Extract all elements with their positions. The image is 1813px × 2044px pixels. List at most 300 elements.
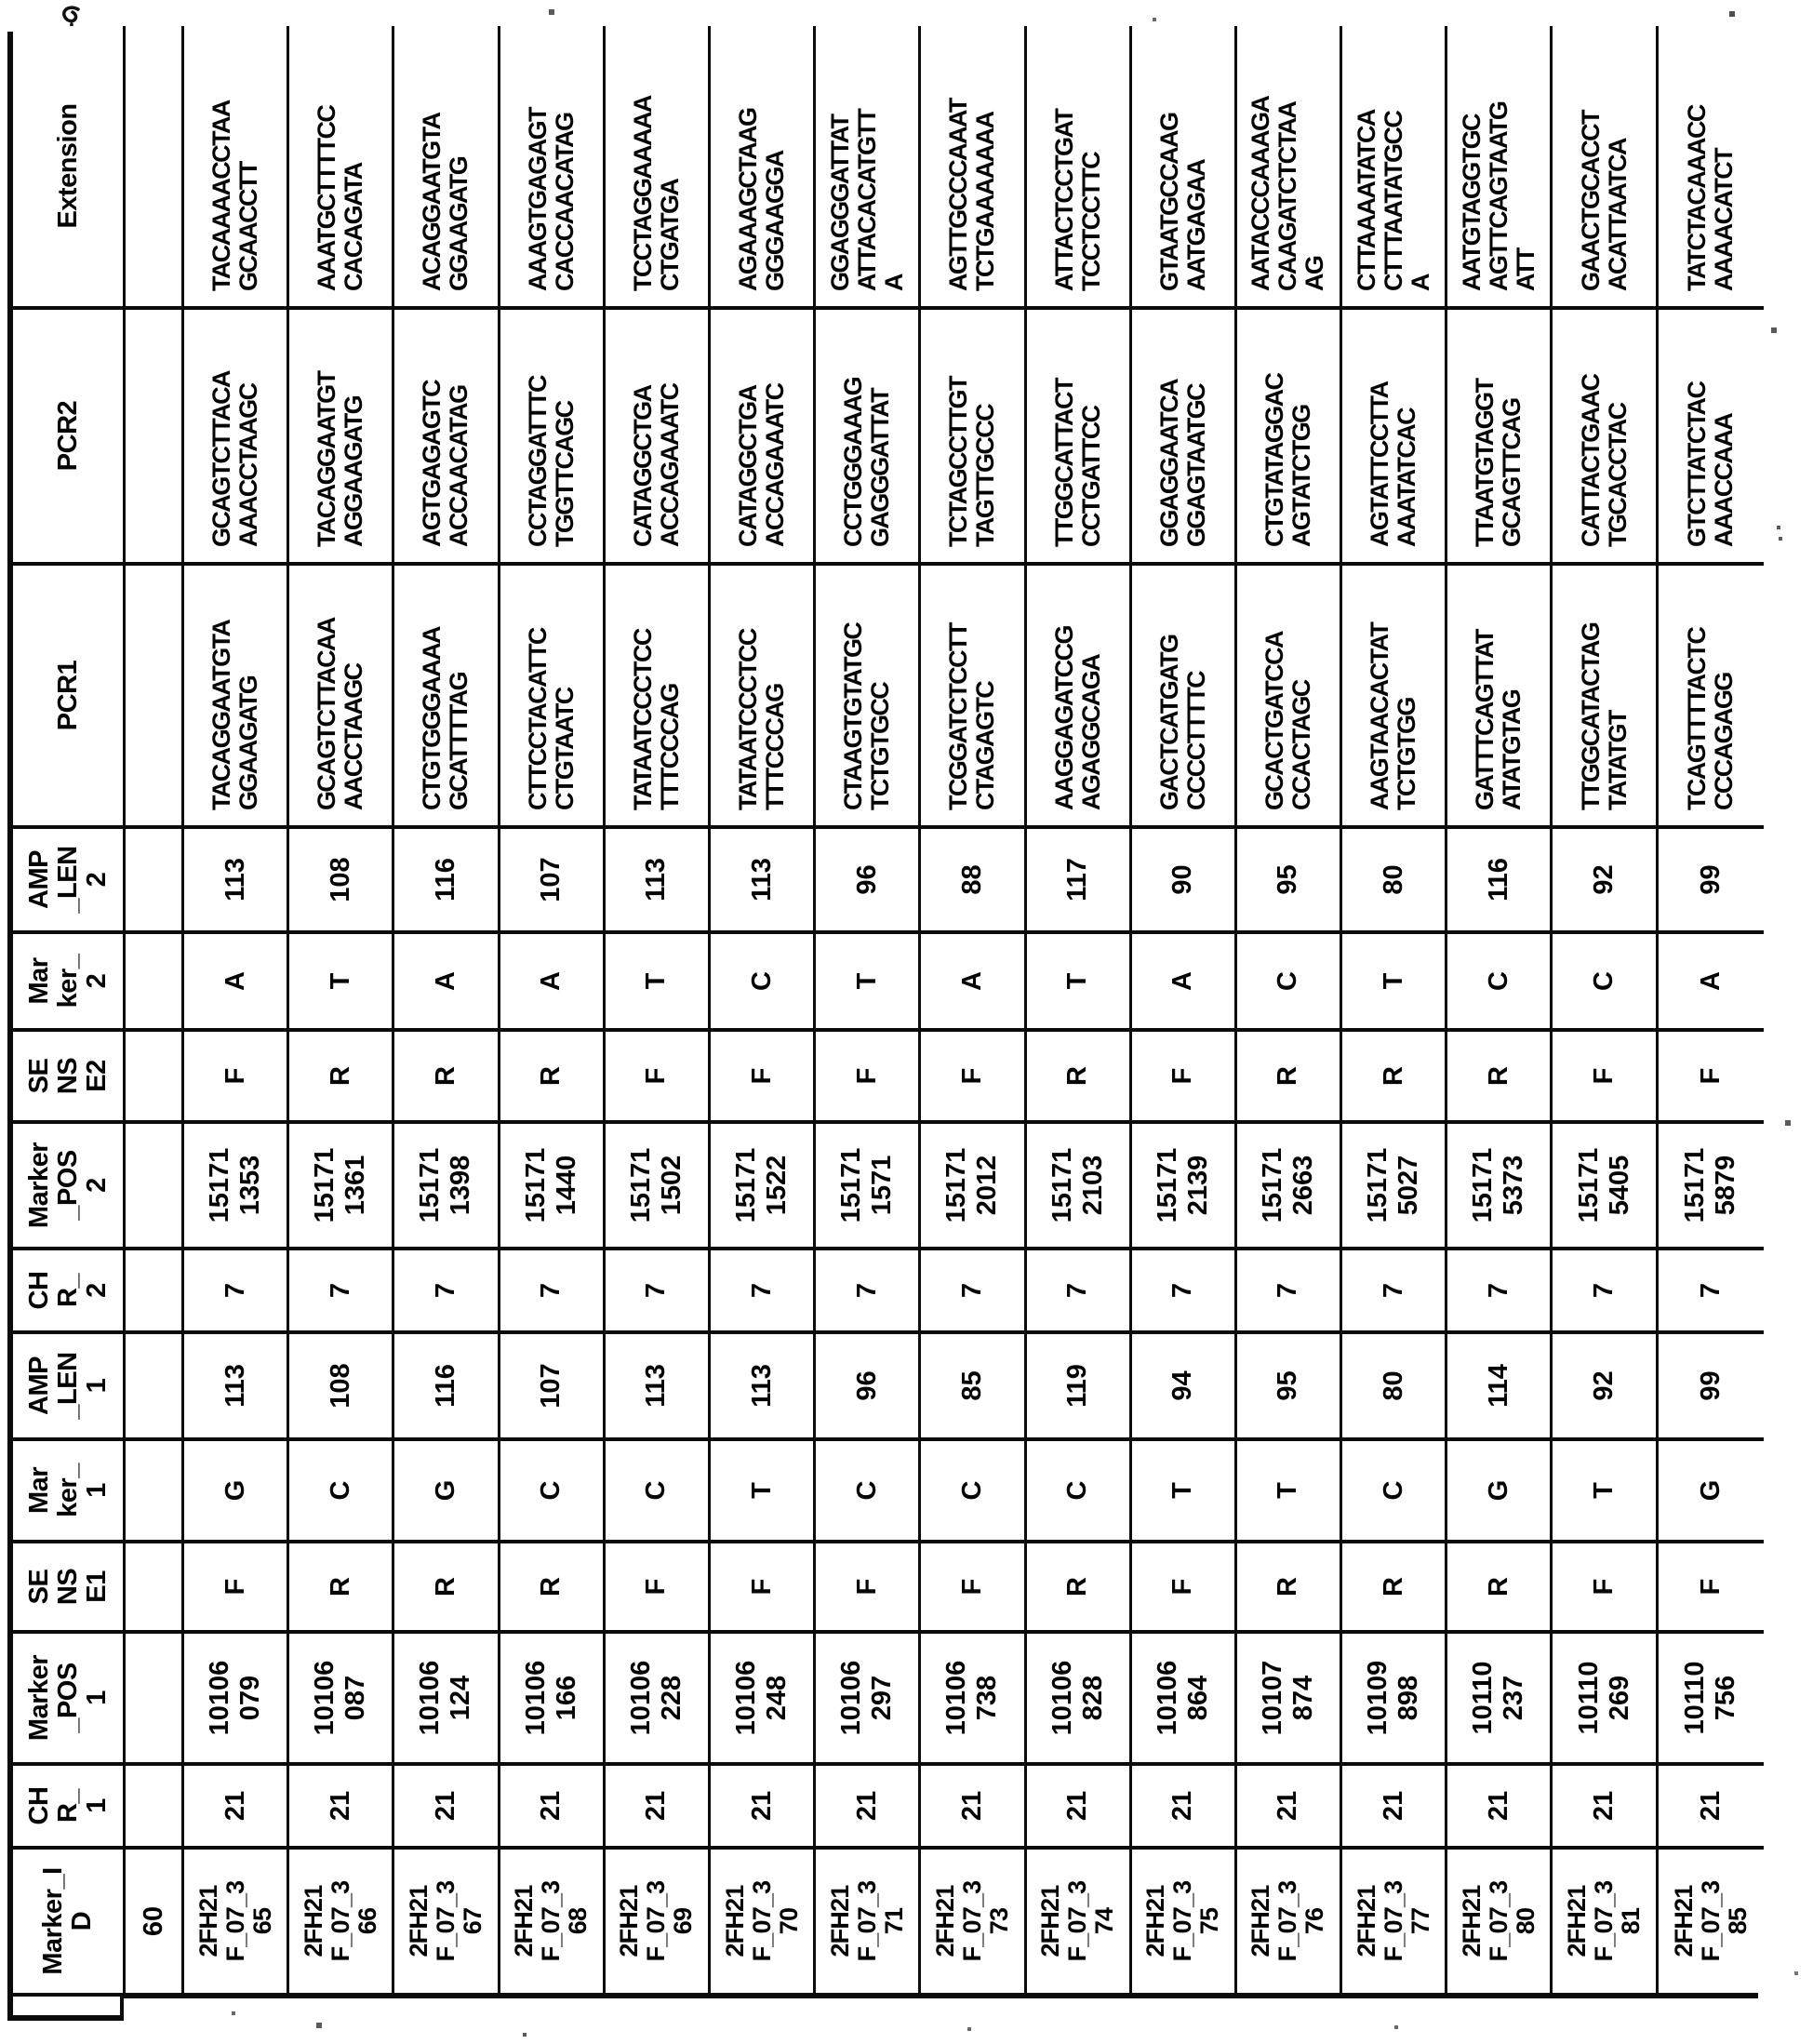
cell-pcr2 [816,306,921,562]
cell-amp_len_1 [816,1330,921,1437]
spacer-cell-chr_2 [126,1247,184,1330]
cell-marker_id [394,1846,500,1993]
cell-marker_pos_1 [1027,1630,1132,1762]
cell-marker_2-line: A [1167,971,1198,991]
cell-pcr1-line: TTTCCCAG [655,684,684,810]
cell-sense_1-line: R [325,1577,355,1596]
header-cell-sense_2 [13,1028,126,1120]
cell-sense_2 [1027,1028,1132,1120]
cell-pcr2 [606,306,711,562]
cell-extension-line: ATTACTCCTGAT [1049,109,1078,291]
cell-chr_2-line: 7 [430,1282,460,1299]
cell-marker_pos_1-line: 10106 [310,1660,340,1736]
cell-marker_1 [816,1437,921,1540]
spacer-cell-marker_pos_1 [126,1630,184,1762]
cell-amp_len_2-line: 116 [1483,858,1513,902]
cell-pcr1-line: CCCAGAGG [1710,673,1739,810]
cell-pcr1-line: CTGTAATC [550,688,579,810]
cell-marker_id-line: F_07_3 [747,1880,776,1962]
cell-sense_2-line: R [430,1066,460,1086]
cell-extension-line: TCCTAGGAAAAA [628,96,657,291]
cell-pcr2-line: TTGGCATTACT [1049,379,1078,547]
cell-sense_1-line: F [956,1578,987,1596]
cell-marker_pos_1-line: 864 [1182,1675,1213,1721]
cell-amp_len_1-line: 99 [1695,1370,1726,1401]
cell-amp_len_2-line: 90 [1167,864,1198,895]
cell-extension-line: AGTTCAGTAATG [1484,101,1513,291]
cell-chr_1 [1659,1762,1764,1846]
cell-pcr1-line: GGAAGATG [234,675,263,810]
cell-marker_1-line: G [1695,1479,1726,1502]
cell-chr_2 [1553,1247,1658,1330]
cell-marker_pos_1-line: 10106 [1152,1660,1182,1736]
header-cell-amp_len_2-line: 2 [81,872,112,888]
cell-marker_pos_1 [1342,1630,1447,1762]
header-cell-extension-line: Extension [52,103,83,229]
cell-pcr2-line: AGTATCTGG [1286,405,1315,547]
cell-marker_1-line: G [220,1479,250,1502]
cell-chr_1 [816,1762,921,1846]
cell-chr_1 [606,1762,711,1846]
cell-amp_len_2-line: 80 [1378,864,1408,895]
cell-amp_len_1-line: 92 [1589,1370,1620,1401]
cell-pcr2-line: AGTATTCCTTA [1366,381,1394,547]
cell-marker_1 [1237,1437,1342,1540]
cell-marker_pos_1-line: 228 [656,1675,687,1721]
cell-sense_2 [1342,1028,1447,1120]
cell-chr_1-line: 21 [1062,1790,1093,1822]
cell-marker_1 [606,1437,711,1540]
cell-marker_id-line: 2FH21 [1141,1885,1170,1957]
cell-extension [500,26,606,306]
cell-pcr1 [1659,562,1764,825]
cell-marker_pos_1 [1553,1630,1658,1762]
cell-pcr1-line: GCACTGATCCA [1260,632,1288,810]
cell-marker_pos_1-line: 756 [1711,1675,1741,1721]
cell-chr_1 [394,1762,500,1846]
cell-marker_1-line: C [1378,1480,1408,1501]
cell-sense_2-line: F [1695,1067,1726,1085]
cell-amp_len_2-line: 96 [851,864,882,895]
cell-marker_pos_1-line: 738 [972,1675,1003,1721]
cell-marker_2-line: A [956,971,987,991]
cell-extension-line: CTGATGA [655,179,684,291]
cell-sense_1 [1027,1540,1132,1630]
cell-marker_2-line: T [1062,972,1093,990]
corner-cell-line: 60 [138,1905,168,1937]
cell-marker_pos_2-line: 15171 [941,1147,972,1223]
cell-marker_id-line: F_07_3 [326,1880,354,1962]
cell-sense_1-line: R [536,1577,567,1596]
cell-chr_1-line: 21 [325,1790,355,1822]
cell-pcr1-line: GATTTCAGTTAT [1471,630,1500,810]
scan-speckles [0,0,2,2]
cell-marker_id-line: F_07_3 [431,1880,460,1962]
cell-marker_id-line: 2FH21 [1669,1885,1698,1957]
spacer-cell-amp_len_1 [126,1330,184,1437]
header-cell-marker_id [13,1846,126,1993]
spacer-cell-pcr1 [126,562,184,825]
cell-sense_1-line: F [1695,1578,1726,1596]
header-cell-marker_1-line: Mar [23,1466,54,1515]
cell-sense_2 [1237,1028,1342,1120]
cell-sense_1 [1553,1540,1658,1630]
cell-chr_1-line: 21 [956,1790,987,1822]
cell-chr_2-line: 7 [1589,1282,1620,1299]
cell-marker_1-line: T [1589,1482,1620,1499]
cell-marker_2 [606,930,711,1028]
cell-extension-line: CAAGATCTCTAA [1273,101,1302,291]
cell-amp_len_2 [816,825,921,930]
cell-marker_id-line: F_07_3 [220,1880,249,1962]
cell-extension-line: A [1406,274,1434,291]
cell-marker_pos_1 [1447,1630,1553,1762]
cell-pcr2 [921,306,1026,562]
cell-marker_pos_2-line: 5373 [1499,1155,1529,1216]
cell-marker_1-line: C [641,1480,672,1501]
cell-extension-line: A [879,274,908,291]
cell-extension-line: ATT [1511,248,1540,291]
cell-pcr2 [1659,306,1764,562]
cell-marker_id-line: 65 [247,1907,276,1935]
cell-marker_pos_2-line: 1502 [656,1155,687,1216]
cell-marker_1 [394,1437,500,1540]
cell-pcr2 [500,306,606,562]
cell-chr_2-line: 7 [1695,1282,1726,1299]
cell-amp_len_2 [1659,825,1764,930]
cell-marker_pos_2-line: 1353 [235,1155,266,1216]
cell-extension-line: ACATTAATCA [1603,139,1632,291]
cell-chr_1-line: 21 [536,1790,567,1822]
header-cell-marker_1-line: ker_ [52,1463,83,1517]
cell-amp_len_2 [1447,825,1553,930]
cell-marker_pos_1-line: 828 [1077,1675,1108,1721]
cell-marker_1 [1132,1437,1237,1540]
header-cell-marker_id-line: D [67,1911,97,1931]
cell-sense_1-line: R [1483,1577,1513,1596]
cell-pcr1-line: TCGGATCTCCTT [944,623,973,810]
cell-pcr2-line: GCAGTTCAG [1498,398,1526,547]
cell-marker_pos_1-line: 079 [235,1675,266,1721]
cell-marker_pos_2 [394,1120,500,1247]
cell-sense_1 [1659,1540,1764,1630]
cell-sense_1-line: R [430,1577,460,1596]
cell-amp_len_1 [1027,1330,1132,1437]
cell-extension-line: GCAACCTT [234,162,263,291]
cell-sense_1 [1342,1540,1447,1630]
cell-marker_pos_2-line: 1522 [762,1155,793,1216]
cell-marker_1-line: T [746,1482,777,1499]
cell-marker_id-line: 77 [1406,1907,1434,1935]
cell-marker_2-line: A [220,971,250,991]
cell-amp_len_1-line: 114 [1483,1364,1513,1408]
cell-pcr1-line: TCTGTGG [1393,698,1421,810]
cell-marker_2 [1132,930,1237,1028]
cell-sense_1 [1447,1540,1553,1630]
cell-extension [394,26,500,306]
cell-amp_len_1 [606,1330,711,1437]
cell-pcr2-line: TGCACCTAC [1603,403,1632,547]
cell-pcr2-line: TCTAGCCTTGT [944,377,973,547]
header-cell-chr_2-line: CH [23,1271,54,1310]
cell-marker_pos_2 [1237,1120,1342,1247]
cell-chr_2-line: 7 [641,1282,672,1299]
cell-amp_len_1-line: 108 [325,1363,355,1409]
cell-marker_id [1553,1846,1658,1993]
header-cell-marker_pos_2-line: _POS [52,1150,83,1221]
cell-pcr1-line: TATAATCCCTCC [734,629,763,810]
cell-marker_pos_2-line: 2103 [1077,1155,1108,1216]
cell-marker_id-line: F_07_3 [1484,1880,1513,1962]
cell-chr_2-line: 7 [956,1282,987,1299]
cell-marker_2 [394,930,500,1028]
cell-chr_2-line: 7 [536,1282,567,1299]
cell-amp_len_1-line: 113 [746,1364,777,1408]
cell-marker_pos_1-line: 10107 [1257,1660,1287,1736]
cell-chr_1-line: 21 [746,1790,777,1822]
cell-marker_2 [1553,930,1658,1028]
cell-sense_1 [500,1540,606,1630]
cell-marker_1 [1553,1437,1658,1540]
cell-pcr1-line: AACCTAAGC [340,663,368,810]
cell-amp_len_1 [711,1330,816,1437]
cell-marker_id-line: F_07_3 [642,1880,671,1962]
cell-amp_len_1-line: 85 [956,1370,987,1401]
cell-sense_1-line: F [746,1578,777,1596]
cell-chr_1-line: 21 [1483,1790,1513,1822]
cell-marker_2-line: C [1273,971,1303,991]
cell-sense_1 [606,1540,711,1630]
cell-sense_1-line: R [1378,1577,1408,1596]
cell-pcr1-line: TATAATCCCTCC [628,629,657,810]
cell-marker_id-line: 2FH21 [720,1885,749,1957]
header-cell-chr_1-line: R_ [52,1788,83,1824]
cell-pcr1 [1553,562,1658,825]
cell-pcr2-line: AGTGAGAGTC [418,381,447,547]
cell-marker_2 [1027,930,1132,1028]
cell-marker_1-line: C [956,1480,987,1501]
cell-marker_id-line: 73 [984,1907,1013,1935]
cell-chr_1-line: 21 [1589,1790,1620,1822]
cell-marker_pos_2-line: 15171 [1152,1147,1182,1223]
cell-marker_2 [184,930,289,1028]
cell-pcr1-line: CCACTAGC [1286,680,1315,810]
cell-chr_2-line: 7 [220,1282,250,1299]
cell-extension-line: AG [1300,256,1329,291]
cell-pcr2-line: CATAGGCTGA [734,385,763,547]
cell-amp_len_1 [921,1330,1026,1437]
cell-sense_2 [1659,1028,1764,1120]
cell-marker_id-line: F_07_3 [852,1880,881,1962]
cell-marker_2-line: C [746,971,777,991]
cell-marker_id-line: 2FH21 [1352,1885,1380,1957]
cell-marker_pos_2-line: 1571 [867,1155,898,1216]
cell-amp_len_1-line: 116 [430,1364,460,1408]
cell-marker_1-line: G [1483,1479,1513,1502]
cell-amp_len_2 [500,825,606,930]
cell-sense_2-line: F [220,1067,250,1085]
cell-marker_pos_1-line: 269 [1604,1675,1634,1721]
cell-sense_1-line: F [220,1578,250,1596]
cell-sense_2 [184,1028,289,1120]
header-cell-sense_1-line: SE [23,1569,54,1605]
cell-chr_1-line: 21 [1695,1790,1726,1822]
cell-chr_2 [1447,1247,1553,1330]
cell-extension-line: GGGAAGGA [761,151,790,291]
cell-amp_len_1-line: 96 [851,1370,882,1401]
cell-marker_id [1132,1846,1237,1993]
spacer-cell-marker_pos_2 [126,1120,184,1247]
cell-extension-line: GAACTGCACCT [1576,111,1605,291]
cell-pcr1 [921,562,1026,825]
cell-marker_pos_2-line: 15171 [205,1147,235,1223]
cell-chr_1-line: 21 [1273,1790,1303,1822]
header-cell-amp_len_2 [13,825,126,930]
cell-extension-line: AGAAAGCTAAG [734,108,763,291]
cell-marker_pos_1-line: 10106 [941,1660,972,1736]
cell-pcr2-line: GCAGTCTTACA [207,371,236,547]
cell-marker_id-line: F_07_3 [1168,1880,1197,1962]
cell-pcr2-line: CCTGGGAAAG [839,378,868,547]
cell-pcr2-line: CATAGGCTGA [628,385,657,547]
cell-marker_id [1237,1846,1342,1993]
cell-chr_1 [1342,1762,1447,1846]
cell-pcr2-line: TTAATGTAGGT [1471,379,1500,547]
cell-marker_pos_2-line: 2012 [972,1155,1003,1216]
cell-marker_pos_1-line: 10106 [625,1660,656,1736]
cell-pcr1-line: GACTCATGATG [1154,635,1183,810]
cell-marker_pos_1-line: 10106 [205,1660,235,1736]
cell-pcr2 [1447,306,1553,562]
header-cell-marker_pos_1-line: _POS [52,1663,83,1733]
cell-marker_2 [711,930,816,1028]
cell-extension-line: AAAACATCT [1710,148,1739,291]
cell-extension [1132,26,1237,306]
cell-extension-line: CTTAAAATATCA [1352,110,1380,291]
cell-sense_2-line: F [1589,1067,1620,1085]
cell-marker_pos_1 [711,1630,816,1762]
cell-extension [184,26,289,306]
cell-marker_pos_1-line: 10110 [1573,1661,1604,1735]
cell-extension-line: TCTGAAAAAAA [971,112,1000,291]
cell-marker_pos_2 [1659,1120,1764,1247]
spacer-cell-sense_2 [126,1028,184,1120]
cell-pcr1-line: CTAGAGTC [971,681,1000,810]
cell-amp_len_2 [394,825,500,930]
cell-sense_2 [289,1028,394,1120]
cell-marker_2 [816,930,921,1028]
cell-extension-line: AAATGCTTTTCC [313,105,341,291]
cell-sense_2 [711,1028,816,1120]
cell-extension [289,26,394,306]
cell-pcr1 [289,562,394,825]
cell-pcr2-line: AAACCTAAGC [234,383,263,547]
cell-extension-line: CACAGATA [340,163,368,291]
cell-chr_2-line: 7 [746,1282,777,1299]
cell-extension [1027,26,1132,306]
cell-sense_2-line: R [1483,1066,1513,1086]
cell-sense_2 [394,1028,500,1120]
cell-pcr2-line: GGAGTAATGC [1181,384,1210,547]
cell-marker_pos_2 [500,1120,606,1247]
header-cell-amp_len_1 [13,1330,126,1437]
spacer-cell-marker_1 [126,1437,184,1540]
cell-amp_len_2-line: 113 [746,858,777,902]
cell-marker_pos_1-line: 237 [1499,1675,1529,1721]
cell-marker_id [184,1846,289,1993]
cell-chr_2 [1659,1247,1764,1330]
cell-marker_id-line: 67 [458,1907,487,1935]
cell-pcr2-line: CATTACTGAAC [1576,374,1605,547]
cell-marker_id-line: F_07_3 [1063,1880,1092,1962]
cell-marker_pos_1 [1237,1630,1342,1762]
cell-extension-line: GTAATGCCAAG [1154,113,1183,291]
header-cell-chr_1-line: 1 [81,1798,112,1813]
cell-pcr2-line: TACAGGAATGT [313,371,341,547]
header-cell-pcr1 [13,562,126,825]
cell-marker_pos_2-line: 5405 [1604,1155,1634,1216]
cell-marker_id-line: 2FH21 [193,1885,222,1957]
cell-sense_1-line: R [1062,1577,1093,1596]
cell-sense_1 [921,1540,1026,1630]
cell-marker_2-line: T [641,972,672,990]
cell-marker_pos_1 [921,1630,1026,1762]
cell-amp_len_1 [394,1330,500,1437]
cell-pcr1-line: AGAGGCAGA [1076,654,1105,810]
cell-sense_2 [500,1028,606,1120]
cell-pcr2-line: ACCAACATAG [445,385,473,547]
cell-marker_id [1447,1846,1553,1993]
cell-extension-line: AGTTGCCCAAAT [944,99,973,291]
cell-sense_2-line: R [325,1066,355,1086]
cell-chr_2 [289,1247,394,1330]
cell-marker_pos_2 [1342,1120,1447,1247]
cell-marker_pos_2-line: 15171 [625,1147,656,1223]
cell-pcr2-line: GTCTTATCTAC [1683,381,1712,547]
cell-amp_len_2 [606,825,711,930]
cell-pcr1-line: TTTCCCAG [761,684,790,810]
cell-extension-line: ATTACACATGTT [852,109,881,291]
cell-chr_1 [1553,1762,1658,1846]
cell-chr_2 [1342,1247,1447,1330]
cell-marker_id-line: 76 [1300,1907,1329,1935]
cell-pcr1 [1027,562,1132,825]
header-cell-marker_pos_1-line: 1 [81,1690,112,1705]
cell-marker_pos_1-line: 898 [1393,1675,1424,1721]
header-cell-sense_2-line: SE [23,1058,54,1094]
cell-pcr1-line: TCAGTTTTACTC [1683,627,1712,810]
cell-marker_2 [921,930,1026,1028]
cell-chr_2 [184,1247,289,1330]
cell-marker_pos_2-line: 15171 [1573,1147,1604,1223]
cell-marker_1-line: C [851,1480,882,1501]
cell-amp_len_2-line: 95 [1273,864,1303,895]
cell-marker_1 [500,1437,606,1540]
cell-pcr2-line: GGAGGAATCA [1154,380,1183,547]
cell-amp_len_1-line: 95 [1273,1370,1303,1401]
cell-amp_len_1 [1447,1330,1553,1437]
cell-amp_len_2-line: 107 [536,857,567,902]
cell-marker_id-line: 71 [879,1907,908,1935]
cell-chr_2 [921,1247,1026,1330]
spacer-cell-chr_1 [126,1762,184,1846]
cell-chr_1 [1237,1762,1342,1846]
cell-marker_id [1659,1846,1764,1993]
cell-extension [606,26,711,306]
cell-sense_1 [816,1540,921,1630]
header-cell-marker_pos_1 [13,1630,126,1762]
cell-marker_1-line: T [1273,1482,1303,1499]
